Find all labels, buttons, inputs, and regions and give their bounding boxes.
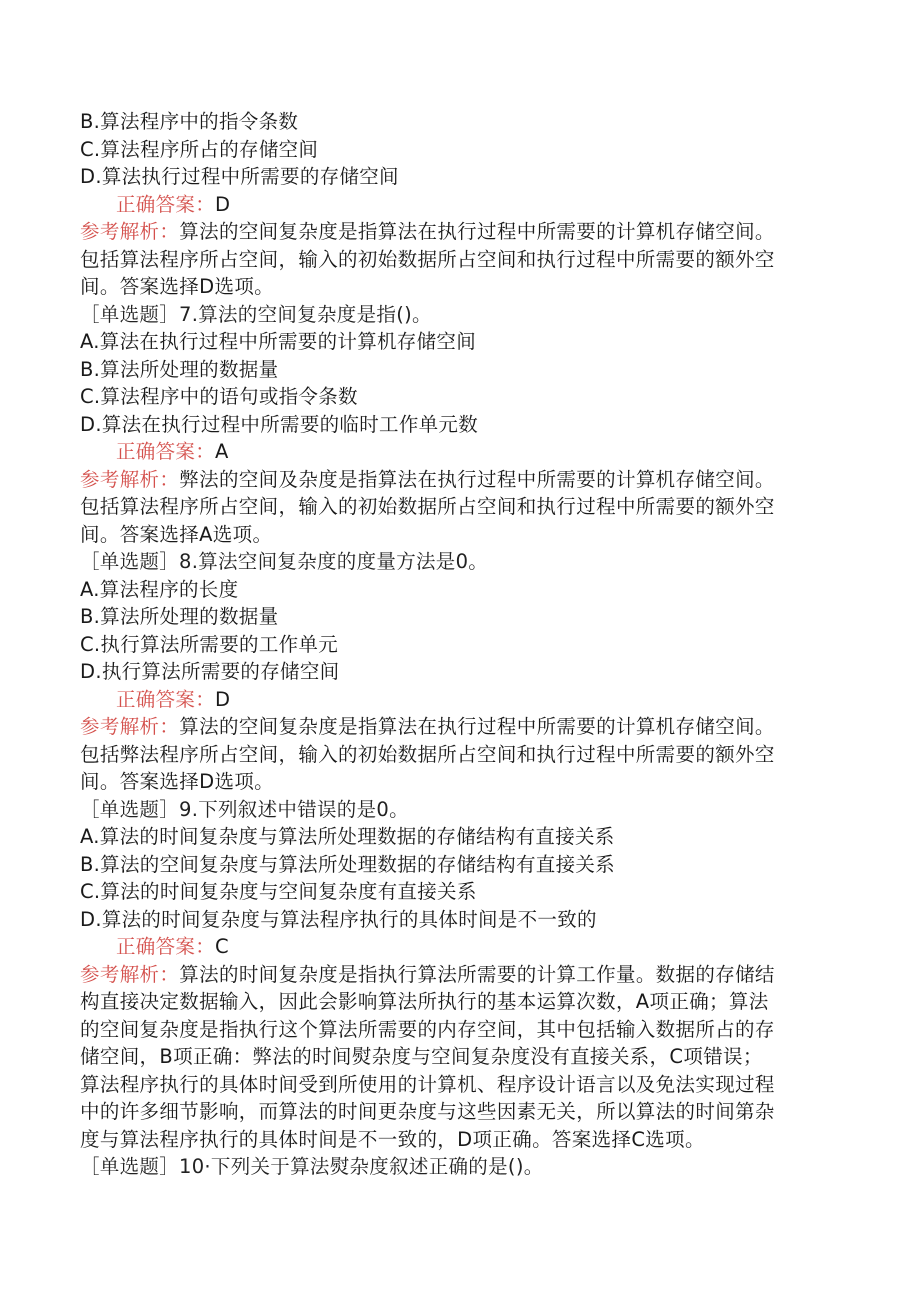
analysis-line: 间。答案选择D选项。 — [80, 275, 275, 298]
correct-answer — [80, 686, 850, 714]
analysis — [80, 466, 850, 549]
option-c: C.算法程序所占的存储空间 — [80, 137, 319, 161]
analysis-line: 包括弊法程序所占空间，输入的初始数据所占空间和执行过程中所需要的额外空 — [80, 742, 775, 766]
option-a: A.算法程序的长度 — [80, 577, 239, 601]
correct-answer — [80, 438, 850, 466]
analysis — [80, 218, 850, 301]
analysis-line: 算法的空间复杂度是指算法在执行过程中所需要的计算机存储空间。 — [179, 715, 775, 738]
question-8 — [80, 548, 850, 796]
answer-value: D — [215, 192, 231, 216]
question-9 — [80, 796, 850, 1154]
question-stem: ［单选题］10·下列关于算法熨杂度叙述正确的是()。 — [80, 1155, 544, 1178]
option-b: B.算法所处理的数据量 — [80, 357, 279, 381]
question-stem: ［单选题］9.下列叙述中错误的是0。 — [80, 797, 409, 821]
analysis-line: 算法程序执行的具体时间受到所使用的计算机、程序设计语言以及免法实现过程 — [80, 1072, 775, 1096]
answer-value: D — [215, 687, 231, 711]
analysis-line: 间。答案选择A选项。 — [80, 522, 273, 546]
analysis-line: 间。答案选择D选项。 — [80, 770, 275, 793]
analysis-line: 度与算法程序执行的具体时间是不一致的，D项正确。答案选择C选项。 — [80, 1127, 705, 1151]
answer-value: C — [215, 935, 229, 958]
correct-answer — [80, 933, 850, 961]
document-page — [80, 108, 850, 1181]
option-d: D.执行算法所需要的存储空间 — [80, 660, 340, 683]
analysis-label: 参考解析： — [80, 467, 180, 491]
option-b: B.算法程序中的指令条数 — [80, 110, 299, 133]
option-c: C.执行算法所需要的工作单元 — [80, 632, 339, 656]
question-stem: ［单选题］8.算法空间复杂度的度量方法是0。 — [80, 550, 489, 573]
analysis-label: 参考解析： — [80, 220, 180, 243]
answer-label: 正确答案： — [116, 192, 216, 216]
analysis-line: 算法的时间复杂度是指执行算法所需要的计算工作量。数据的存储结 — [179, 962, 775, 986]
analysis-line: 包括算法程序所占空间，输入的初始数据所占空间和执行过程中所需要的额外空 — [80, 247, 775, 271]
answer-label: 正确答案： — [116, 687, 216, 711]
correct-answer — [80, 191, 850, 219]
answer-value: A — [215, 440, 229, 463]
analysis-line: 储空间，B项正确：弊法的时间熨杂度与空间复杂度没有直接关系，C项错误； — [80, 1045, 763, 1068]
question-stem: ［单选题］7.算法的空间复杂度是指()。 — [80, 302, 432, 326]
analysis-label: 参考解析： — [80, 962, 180, 986]
option-c: C.算法程序中的语句或指令条数 — [80, 385, 358, 408]
answer-label: 正确答案： — [116, 440, 216, 463]
analysis-line: 包括算法程序所占空间，输入的初始数据所占空间和执行过程中所需要的额外空 — [80, 495, 775, 518]
analysis-line: 构直接决定数据输入，因此会影响算法所执行的基本运算次数，A项正确；算法 — [80, 990, 769, 1013]
option-a: A.算法的时间复杂度与算法所处理数据的存储结构有直接关系 — [80, 825, 615, 848]
question-10 — [80, 1153, 850, 1181]
question-6 — [80, 108, 850, 301]
option-c: C.算法的时间复杂度与空间复杂度有直接关系 — [80, 880, 477, 903]
option-a: A.算法在执行过程中所需要的计算机存储空间 — [80, 330, 476, 353]
option-b: B.算法的空间复杂度与算法所处理数据的存储结构有直接关系 — [80, 852, 615, 876]
analysis-line: 中的许多细节影响，而算法的时间更杂度与这些因素无关，所以算法的时间第杂 — [80, 1100, 775, 1123]
analysis — [80, 713, 850, 796]
question-7 — [80, 301, 850, 549]
option-d: D.算法的时间复杂度与算法程序执行的具体时间是不一致的 — [80, 907, 597, 931]
analysis-line: 的空间复杂度是指执行这个算法所需要的内存空间，其中包括输入数据所占的存 — [80, 1017, 775, 1041]
analysis-line: 弊法的空间及杂度是指算法在执行过程中所需要的计算机存储空间。 — [179, 467, 775, 491]
analysis — [80, 961, 850, 1154]
analysis-line: 算法的空间复杂度是指算法在执行过程中所需要的计算机存储空间。 — [179, 220, 775, 243]
answer-label: 正确答案： — [116, 935, 216, 958]
option-d: D.算法执行过程中所需要的存储空间 — [80, 165, 399, 188]
analysis-label: 参考解析： — [80, 715, 180, 738]
option-d: D.算法在执行过程中所需要的临时工作单元数 — [80, 412, 479, 436]
option-b: B.算法所处理的数据量 — [80, 605, 279, 628]
